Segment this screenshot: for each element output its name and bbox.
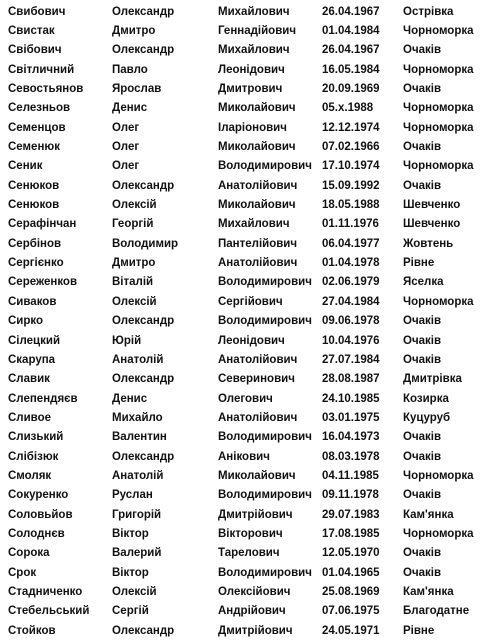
- table-row: [0, 331, 491, 350]
- surname-cell: Славик: [8, 373, 50, 386]
- patronymic-cell: Анатолійович: [218, 411, 298, 424]
- first-name-cell: Анатолій: [112, 469, 164, 482]
- table-row: [0, 602, 491, 621]
- patronymic-cell: Анатолійович: [218, 179, 298, 192]
- patronymic-cell: Дмитрійович: [218, 624, 293, 637]
- surname-cell: Солоднєв: [8, 527, 65, 540]
- place-cell: Благодатне: [403, 605, 470, 618]
- place-cell: Чорноморка: [403, 63, 474, 76]
- birth-date-cell: 18.05.1988: [322, 199, 380, 212]
- surname-cell: Сеник: [8, 160, 43, 173]
- surname-cell: Сенюков: [8, 199, 60, 212]
- first-name-cell: Олександр: [112, 315, 175, 328]
- birth-date-cell: 28.08.1987: [322, 373, 380, 386]
- table-row: [0, 428, 491, 447]
- surname-cell: Сирко: [8, 315, 44, 328]
- birth-date-cell: 26.04.1967: [322, 5, 380, 18]
- place-cell: Очаків: [403, 450, 442, 463]
- place-cell: Шевченко: [403, 218, 461, 231]
- table-row: [0, 137, 491, 156]
- patronymic-cell: Володимирович: [218, 160, 312, 173]
- place-cell: Чорноморка: [403, 160, 474, 173]
- place-cell: Яселка: [403, 276, 444, 289]
- first-name-cell: Павло: [112, 63, 148, 76]
- first-name-cell: Юрій: [112, 334, 142, 347]
- place-cell: Очаків: [403, 83, 442, 96]
- place-cell: Чорноморка: [403, 121, 474, 134]
- place-cell: Очаків: [403, 489, 442, 502]
- first-name-cell: Руслан: [112, 489, 153, 502]
- first-name-cell: Віктор: [112, 527, 149, 540]
- surname-cell: Сливое: [8, 411, 52, 424]
- table-row: [0, 273, 491, 292]
- surname-cell: Сокуренко: [8, 489, 69, 502]
- surname-cell: Серафінчан: [8, 218, 77, 231]
- names-list: [0, 2, 491, 640]
- place-cell: Козирка: [403, 392, 449, 405]
- birth-date-cell: 01.11.1976: [322, 218, 379, 231]
- table-row: [0, 292, 491, 311]
- first-name-cell: Сергій: [112, 605, 149, 618]
- place-cell: Чорноморка: [403, 25, 474, 38]
- place-cell: Очаків: [403, 547, 442, 560]
- table-row: [0, 524, 491, 543]
- birth-date-cell: 05.х.1988: [322, 102, 374, 115]
- table-row: [0, 118, 491, 137]
- patronymic-cell: Миколайович: [218, 469, 296, 482]
- place-cell: Кам'янка: [403, 585, 454, 598]
- birth-date-cell: 27.04.1984: [322, 295, 380, 308]
- patronymic-cell: Миколайович: [218, 102, 296, 115]
- place-cell: Рівне: [403, 257, 435, 270]
- patronymic-cell: Іларіонович: [218, 121, 287, 134]
- first-name-cell: Олег: [112, 121, 140, 134]
- patronymic-cell: Анатолійович: [218, 257, 298, 270]
- birth-date-cell: 15.09.1992: [322, 179, 380, 192]
- place-cell: Жовтень: [403, 237, 454, 250]
- first-name-cell: Георгій: [112, 218, 154, 231]
- table-row: [0, 60, 491, 79]
- table-row: [0, 79, 491, 98]
- table-row: [0, 544, 491, 563]
- patronymic-cell: Пантелійович: [218, 237, 298, 250]
- patronymic-cell: Тарелович: [218, 547, 280, 560]
- surname-cell: Семенцов: [8, 121, 66, 134]
- table-row: [0, 389, 491, 408]
- first-name-cell: Дмитро: [112, 257, 156, 270]
- patronymic-cell: Олегович: [218, 392, 273, 405]
- birth-date-cell: 17.10.1974: [322, 160, 380, 173]
- first-name-cell: Денис: [112, 102, 148, 115]
- patronymic-cell: Миколайович: [218, 199, 296, 212]
- surname-cell: Сілецкий: [8, 334, 61, 347]
- surname-cell: Соловьйов: [8, 508, 73, 521]
- birth-date-cell: 02.06.1979: [322, 276, 380, 289]
- surname-cell: Світличний: [8, 63, 75, 76]
- table-row: [0, 312, 491, 331]
- table-row: [0, 176, 491, 195]
- table-row: [0, 195, 491, 214]
- birth-date-cell: 01.04.1978: [322, 257, 380, 270]
- patronymic-cell: Дмитрович: [218, 83, 283, 96]
- surname-cell: Срок: [8, 566, 37, 579]
- place-cell: Очаків: [403, 566, 442, 579]
- table-row: [0, 99, 491, 118]
- table-row: [0, 408, 491, 427]
- patronymic-cell: Андрійович: [218, 605, 286, 618]
- birth-date-cell: 20.09.1969: [322, 83, 380, 96]
- birth-date-cell: 26.04.1967: [322, 44, 380, 57]
- surname-cell: Слібізюк: [8, 450, 59, 463]
- first-name-cell: Денис: [112, 392, 148, 405]
- first-name-cell: Валентин: [112, 431, 167, 444]
- place-cell: Очаків: [403, 141, 442, 154]
- first-name-cell: Олексій: [112, 585, 157, 598]
- place-cell: Очаків: [403, 179, 442, 192]
- place-cell: Рівне: [403, 624, 435, 637]
- patronymic-cell: Вікторович: [218, 527, 283, 540]
- birth-date-cell: 08.03.1978: [322, 450, 380, 463]
- surname-cell: Свибович: [8, 5, 66, 18]
- surname-cell: Стадниченко: [8, 585, 83, 598]
- birth-date-cell: 07.06.1975: [322, 605, 380, 618]
- first-name-cell: Дмитро: [112, 25, 156, 38]
- surname-cell: Смоляк: [8, 469, 52, 482]
- patronymic-cell: Дмитрійович: [218, 508, 293, 521]
- surname-cell: Слепендяєв: [8, 392, 78, 405]
- place-cell: Очаків: [403, 44, 442, 57]
- birth-date-cell: 24.05.1971: [322, 624, 380, 637]
- table-row: [0, 486, 491, 505]
- table-row: [0, 582, 491, 601]
- place-cell: Чорноморка: [403, 469, 474, 482]
- table-row: [0, 234, 491, 253]
- first-name-cell: Олександр: [112, 373, 175, 386]
- birth-date-cell: 12.12.1974: [322, 121, 380, 134]
- birth-date-cell: 16.04.1973: [322, 431, 380, 444]
- table-row: [0, 505, 491, 524]
- patronymic-cell: Леонідович: [218, 63, 285, 76]
- birth-date-cell: 09.06.1978: [322, 315, 380, 328]
- birth-date-cell: 25.08.1969: [322, 585, 380, 598]
- table-row: [0, 253, 491, 272]
- surname-cell: Сиваков: [8, 295, 57, 308]
- surname-cell: Семенюк: [8, 141, 60, 154]
- patronymic-cell: Сергійович: [218, 295, 283, 308]
- patronymic-cell: Володимирович: [218, 276, 312, 289]
- patronymic-cell: Анікович: [218, 450, 270, 463]
- place-cell: Кам'янка: [403, 508, 454, 521]
- patronymic-cell: Володимирович: [218, 431, 312, 444]
- patronymic-cell: Михайлович: [218, 5, 290, 18]
- birth-date-cell: 29.07.1983: [322, 508, 380, 521]
- place-cell: Чорноморка: [403, 527, 474, 540]
- surname-cell: Стебельський: [8, 605, 90, 618]
- surname-cell: Сенюков: [8, 179, 60, 192]
- first-name-cell: Олексій: [112, 295, 157, 308]
- first-name-cell: Валерий: [112, 547, 162, 560]
- surname-cell: Стойков: [8, 624, 56, 637]
- birth-date-cell: 01.04.1984: [322, 25, 380, 38]
- surname-cell: Сереженков: [8, 276, 78, 289]
- place-cell: Чорноморка: [403, 102, 474, 115]
- birth-date-cell: 03.01.1975: [322, 411, 380, 424]
- first-name-cell: Віталій: [112, 276, 154, 289]
- first-name-cell: Григорій: [112, 508, 162, 521]
- surname-cell: Свібович: [8, 44, 62, 57]
- surname-cell: Сербінов: [8, 237, 62, 250]
- first-name-cell: Михайло: [112, 411, 163, 424]
- patronymic-cell: Володимирович: [218, 489, 312, 502]
- surname-cell: Сорока: [8, 547, 50, 560]
- first-name-cell: Ярослав: [112, 83, 162, 96]
- patronymic-cell: Геннадійович: [218, 25, 297, 38]
- patronymic-cell: Миколайович: [218, 141, 296, 154]
- table-row: [0, 41, 491, 60]
- birth-date-cell: 12.05.1970: [322, 547, 380, 560]
- first-name-cell: Олександр: [112, 44, 175, 57]
- table-row: [0, 563, 491, 582]
- patronymic-cell: Михайлович: [218, 218, 290, 231]
- birth-date-cell: 17.08.1985: [322, 527, 380, 540]
- first-name-cell: Олександр: [112, 624, 175, 637]
- table-row: [0, 350, 491, 369]
- first-name-cell: Олег: [112, 141, 140, 154]
- birth-date-cell: 24.10.1985: [322, 392, 380, 405]
- surname-cell: Слизький: [8, 431, 64, 444]
- first-name-cell: Олександр: [112, 450, 175, 463]
- patronymic-cell: Северинович: [218, 373, 295, 386]
- table-row: [0, 466, 491, 485]
- birth-date-cell: 06.04.1977: [322, 237, 380, 250]
- place-cell: Куцуруб: [403, 411, 451, 424]
- table-row: [0, 157, 491, 176]
- place-cell: Острівка: [403, 5, 454, 18]
- place-cell: Очаків: [403, 431, 442, 444]
- place-cell: Очаків: [403, 315, 442, 328]
- birth-date-cell: 07.02.1966: [322, 141, 380, 154]
- surname-cell: Скарупа: [8, 353, 56, 366]
- patronymic-cell: Олексійович: [218, 585, 291, 598]
- place-cell: Очаків: [403, 334, 442, 347]
- patronymic-cell: Володимирович: [218, 315, 312, 328]
- table-row: [0, 370, 491, 389]
- table-row: [0, 21, 491, 40]
- first-name-cell: Володимир: [112, 237, 179, 250]
- surname-cell: Севостьянов: [8, 83, 84, 96]
- table-row: [0, 2, 491, 21]
- birth-date-cell: 04.11.1985: [322, 469, 379, 482]
- place-cell: Чорноморка: [403, 295, 474, 308]
- surname-cell: Сергієнко: [8, 257, 64, 270]
- table-row: [0, 215, 491, 234]
- patronymic-cell: Михайлович: [218, 44, 290, 57]
- birth-date-cell: 27.07.1984: [322, 353, 380, 366]
- first-name-cell: Віктор: [112, 566, 149, 579]
- first-name-cell: Олексій: [112, 199, 157, 212]
- first-name-cell: Олександр: [112, 179, 175, 192]
- place-cell: Шевченко: [403, 199, 461, 212]
- patronymic-cell: Анатолійович: [218, 353, 298, 366]
- first-name-cell: Анатолій: [112, 353, 164, 366]
- surname-cell: Селезньов: [8, 102, 71, 115]
- birth-date-cell: 09.11.1978: [322, 489, 379, 502]
- patronymic-cell: Володимирович: [218, 566, 312, 579]
- place-cell: Дмитрівка: [403, 373, 462, 386]
- first-name-cell: Олександр: [112, 5, 175, 18]
- surname-cell: Свистак: [8, 25, 55, 38]
- table-row: [0, 621, 491, 640]
- first-name-cell: Олег: [112, 160, 140, 173]
- birth-date-cell: 01.04.1965: [322, 566, 380, 579]
- patronymic-cell: Леонідович: [218, 334, 285, 347]
- table-row: [0, 447, 491, 466]
- place-cell: Очаків: [403, 353, 442, 366]
- birth-date-cell: 10.04.1976: [322, 334, 380, 347]
- birth-date-cell: 16.05.1984: [322, 63, 380, 76]
